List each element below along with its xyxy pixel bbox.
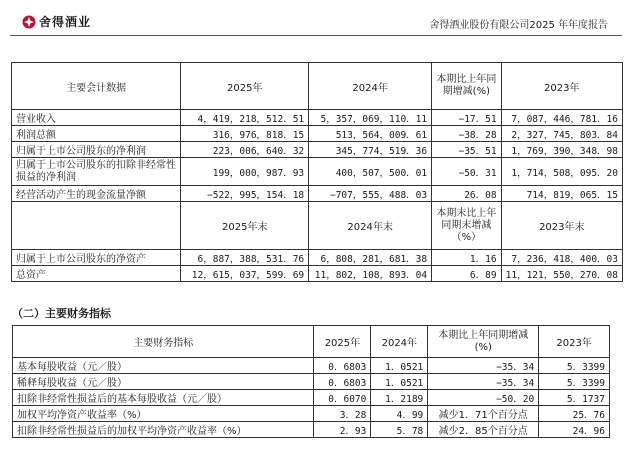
cell-value: 345，774，519．36 [309, 142, 432, 158]
cell-value: 减少1．71个百分点 [428, 406, 539, 422]
col-header: 2024年 [309, 63, 432, 110]
cell-value: 4，419，218，512．51 [181, 110, 309, 126]
col-header: 2025年 [181, 63, 309, 110]
cell-value: 1，769，390，348．98 [501, 142, 622, 158]
row-label: 营业收入 [12, 110, 181, 126]
col-header: 2024年 [371, 326, 428, 358]
col-header: 主要财务指标 [13, 326, 314, 358]
cell-value: −35．51 [432, 142, 501, 158]
table-row [13, 390, 610, 406]
table-row [13, 422, 610, 438]
cell-value: 26．08 [432, 186, 501, 202]
cell-value: −50．20 [428, 390, 539, 406]
cell-value: 199，000，987．93 [181, 158, 309, 186]
col-header: 本期比上年同期增减(%) [428, 326, 539, 358]
row-label: 总资产 [12, 266, 181, 282]
cell-value: 5．3399 [539, 374, 610, 390]
cell-value: 减少2．85个百分点 [428, 422, 539, 438]
cell-value: −35．34 [428, 374, 539, 390]
financial-indicators-table [12, 325, 610, 438]
cell-value: −522，995，154．18 [181, 186, 309, 202]
cell-value: 5．1737 [539, 390, 610, 406]
table-row [12, 266, 623, 282]
table-row [13, 406, 610, 422]
row-label: 利润总额 [12, 126, 181, 142]
cell-value: 1．0521 [371, 358, 428, 374]
col-header: 本期末比上年同期末增减（%） [432, 202, 501, 250]
row-label: 基本每股收益（元／股） [13, 358, 314, 374]
section-title: （二）主要财务指标 [12, 307, 111, 320]
cell-value: 0．6070 [314, 390, 371, 406]
cell-value: 0．6803 [314, 358, 371, 374]
cell-value: 3．28 [314, 406, 371, 422]
row-label: 归属于上市公司股东的净资产 [12, 250, 181, 266]
row-label: 扣除非经常性损益后的加权平均净资产收益率（%） [13, 422, 314, 438]
col-header: 主要会计数据 [12, 63, 181, 110]
cell-value: −35．34 [428, 358, 539, 374]
cell-value: 24．96 [539, 422, 610, 438]
col-header: 2025年末 [181, 202, 309, 250]
cell-value: 513，564，009．61 [309, 126, 432, 142]
cell-value: −38．28 [432, 126, 501, 142]
row-label: 归属于上市公司股东的净利润 [12, 142, 181, 158]
cell-value: 2．93 [314, 422, 371, 438]
cell-value: 316，976，818．15 [181, 126, 309, 142]
col-header: 2024年末 [309, 202, 432, 250]
col-header: 2025年 [314, 326, 371, 358]
table-row [12, 186, 623, 202]
row-label: 稀释每股收益（元／股） [13, 374, 314, 390]
table-header-row [13, 326, 610, 358]
cell-value: 11，121，550，270．08 [501, 266, 622, 282]
table-header-row [12, 63, 623, 110]
table-row [12, 142, 623, 158]
cell-value: 25．76 [539, 406, 610, 422]
cell-value: 2，327，745，803．84 [501, 126, 622, 142]
table-row [13, 374, 610, 390]
page-header [10, 6, 622, 36]
cell-value: 5．78 [371, 422, 428, 438]
logo-text: 舍得酒业 [39, 15, 92, 29]
col-header: 2023年 [539, 326, 610, 358]
row-label: 扣除非经常性损益后的基本每股收益（元／股） [13, 390, 314, 406]
cell-value: 6，808，281，681．38 [309, 250, 432, 266]
cell-value: −17．51 [432, 110, 501, 126]
cell-value: 7，087，446，781．16 [501, 110, 622, 126]
table-row [13, 358, 610, 374]
cell-value: 11，802，108，893．04 [309, 266, 432, 282]
table-row [12, 158, 623, 186]
cell-value: 1，714，508，095．20 [501, 158, 622, 186]
cell-value: 6，887，388，531．76 [181, 250, 309, 266]
row-label: 加权平均净资产收益率（%） [13, 406, 314, 422]
col-header: 2023年末 [501, 202, 622, 250]
cell-value: 1．2189 [371, 390, 428, 406]
cell-value: 7，236，418，400．03 [501, 250, 622, 266]
cell-value: 5．3399 [539, 358, 610, 374]
cell-value: −50．31 [432, 158, 501, 186]
cell-value: 12，615，037，599．69 [181, 266, 309, 282]
cell-value: −707，555，488．03 [309, 186, 432, 202]
table-row [12, 126, 623, 142]
logo-icon [22, 15, 36, 29]
report-title: 舍得酒业股份有限公司2025 年年度报告 [429, 20, 608, 31]
cell-value: 400，507，500．01 [309, 158, 432, 186]
row-label: 经营活动产生的现金流量净额 [12, 186, 181, 202]
table-row [12, 110, 623, 126]
cell-value: 1．0521 [371, 374, 428, 390]
row-label: 归属于上市公司股东的扣除非经常性损益的净利润 [12, 158, 181, 186]
cell-value: 0．6803 [314, 374, 371, 390]
col-header [12, 202, 181, 250]
cell-value: 1．16 [432, 250, 501, 266]
cell-value: 4．99 [371, 406, 428, 422]
cell-value: 5，357，069，110．11 [309, 110, 432, 126]
cell-value: 6．89 [432, 266, 501, 282]
company-logo [22, 13, 91, 30]
col-header: 本期比上年同期增减(%) [432, 63, 501, 110]
cell-value: 714，819，065．15 [501, 186, 622, 202]
cell-value: 223，006，640．32 [181, 142, 309, 158]
table-subheader-row [12, 202, 623, 250]
accounting-data-table [11, 62, 623, 282]
col-header: 2023年 [501, 63, 622, 110]
table-row [12, 250, 623, 266]
